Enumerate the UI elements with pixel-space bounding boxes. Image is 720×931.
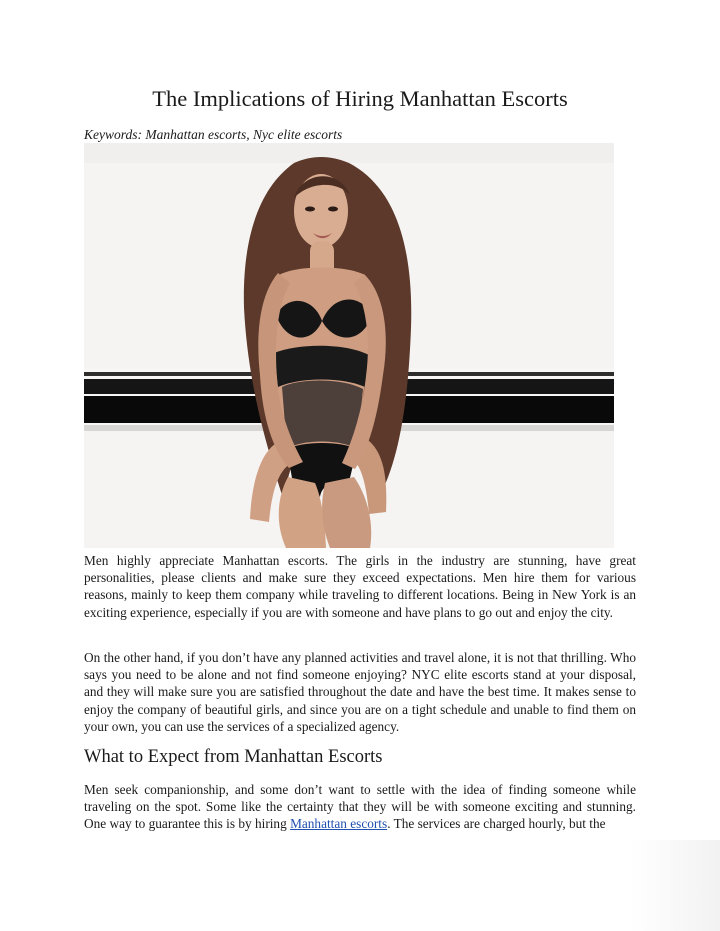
paragraph-3-text-before-link: Men seek companionship, and some don’t want to settle with the idea of finding someone while traveling on the spot. Some like the certainty that they will be with someone exciting and stunning. One way to guarantee this is by hiring [84, 782, 636, 832]
paragraph-3-text-after-link: . The services are charged hourly, but the [387, 816, 606, 832]
manhattan-escorts-link[interactable]: Manhattan escorts [290, 816, 388, 832]
paragraph-1: Men highly appreciate Manhattan escorts. The girls in the industry are stunning, have great personalities, please clients and make sure they exceed expectations. Men hire them for various reasons, mainly to keep them company while traveling to different locations. Being in New York is an exciting experience, especially if you are with someone and have plans to go out and enjoy the city. [84, 553, 636, 620]
page-title: The Implications of Hiring Manhattan Escorts [152, 86, 568, 111]
woman-photo [84, 143, 614, 548]
paragraph-2: On the other hand, if you don’t have any planned activities and travel alone, it is not that thrilling. Who says you need to be alone and not find someone enjoying? NYC elite escorts stand at your disposal, and they will make sure you are satisfied throughout the date and have the best time. It makes sense to enjoy the company of beautiful girls, and since you are on a tight schedule and unable to find them on your own, you can use the services of a specialized agency. [84, 650, 636, 734]
page-edge-shadow [630, 840, 720, 931]
keywords-line: Keywords: Manhattan escorts, Nyc elite escorts [84, 127, 343, 142]
paragraph-3 [84, 781, 636, 833]
woman-photo-icon [84, 143, 614, 548]
section-heading: What to Expect from Manhattan Escorts [84, 747, 383, 767]
